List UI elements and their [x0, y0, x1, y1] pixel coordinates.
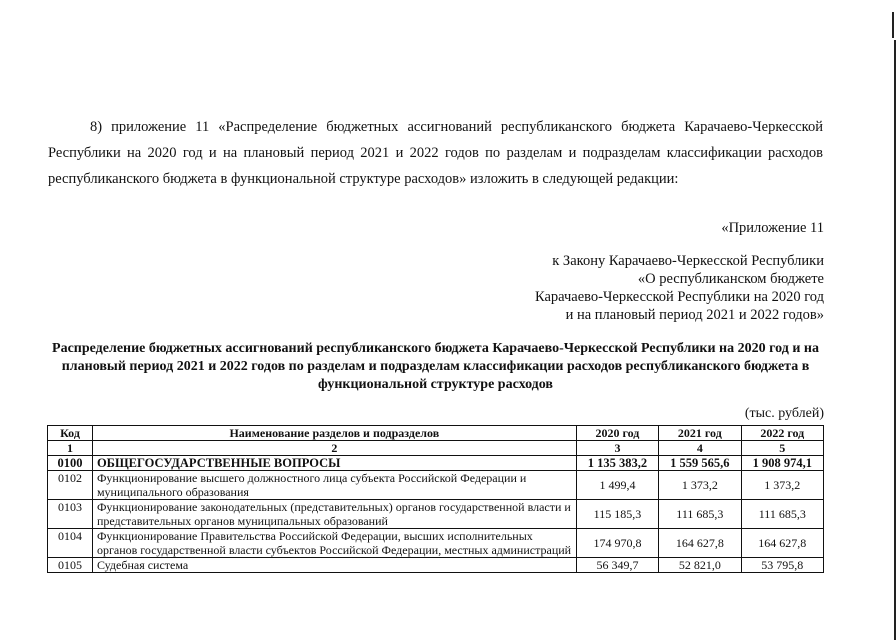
header-2022: 2022 год — [741, 426, 823, 441]
row-value-2022: 53 795,8 — [741, 558, 823, 573]
table-row — [48, 471, 824, 500]
row-value-2020: 1 135 383,2 — [576, 456, 658, 471]
table-row — [48, 456, 824, 471]
header-2020: 2020 год — [576, 426, 658, 441]
index-cell: 5 — [741, 441, 823, 456]
header-name: Наименование разделов и подразделов — [92, 426, 576, 441]
document-heading: Распределение бюджетных ассигнований республиканского бюджета Карачаево-Черкесской Республики на 2020 год и на плановый период 2021 и 2022 годов по разделам и подразделам классификации расходов республиканского бюджета в функциональной структуре расходов — [52, 341, 819, 392]
row-value-2022: 164 627,8 — [741, 529, 823, 558]
row-value-2021: 164 627,8 — [659, 529, 741, 558]
table-header-row — [48, 426, 824, 441]
appendix-line: Карачаево-Черкесской Республики на 2020 год — [534, 289, 824, 305]
appendix-line: «О республиканском бюджете — [637, 271, 824, 287]
row-name: Функционирование законодательных (представительных) органов государственной власти и представительных органов муниципальных образований — [92, 500, 576, 529]
row-value-2021: 111 685,3 — [659, 500, 741, 529]
amendment-paragraph: 8) приложение 11 «Распределение бюджетных ассигнований республиканского бюджета Карачаево-Черкесской Республики на 2020 год и на плановый период 2021 и 2022 годов по разделам и подразделам классификации расходов республиканского бюджета в функциональной структуре расходов» изложить в следующей редакции: — [48, 119, 823, 187]
row-value-2021: 52 821,0 — [659, 558, 741, 573]
row-name: Функционирование Правительства Российской Федерации, высших исполнительных органов государственной власти субъектов Российской Федерации, местных администраций — [92, 529, 576, 558]
index-cell: 2 — [92, 441, 576, 456]
table-row — [48, 529, 824, 558]
row-value-2022: 111 685,3 — [741, 500, 823, 529]
row-value-2020: 115 185,3 — [576, 500, 658, 529]
row-code: 0105 — [48, 558, 93, 573]
appendix-line: и на плановый период 2021 и 2022 годов» — [565, 307, 824, 323]
row-code: 0102 — [48, 471, 93, 500]
table-index-row — [48, 441, 824, 456]
header-code: Код — [48, 426, 93, 441]
row-value-2021: 1 373,2 — [659, 471, 741, 500]
row-code: 0103 — [48, 500, 93, 529]
budget-table — [47, 425, 824, 573]
table-row — [48, 558, 824, 573]
header-2021: 2021 год — [659, 426, 741, 441]
appendix-reference — [535, 216, 824, 324]
index-cell: 3 — [576, 441, 658, 456]
row-value-2022: 1 373,2 — [741, 471, 823, 500]
row-value-2020: 56 349,7 — [576, 558, 658, 573]
row-value-2021: 1 559 565,6 — [659, 456, 741, 471]
row-name: Судебная система — [92, 558, 576, 573]
index-cell: 4 — [659, 441, 741, 456]
units-label: (тыс. рублей) — [744, 406, 824, 421]
row-code: 0100 — [48, 456, 93, 471]
index-cell: 1 — [48, 441, 93, 456]
row-name: Функционирование высшего должностного лица субъекта Российской Федерации и муниципального образования — [92, 471, 576, 500]
table-row — [48, 500, 824, 529]
row-value-2020: 174 970,8 — [576, 529, 658, 558]
page-edge-line-top — [892, 12, 894, 38]
row-name: ОБЩЕГОСУДАРСТВЕННЫЕ ВОПРОСЫ — [92, 456, 576, 471]
row-value-2022: 1 908 974,1 — [741, 456, 823, 471]
row-value-2020: 1 499,4 — [576, 471, 658, 500]
appendix-title: «Приложение 11 — [721, 220, 824, 236]
appendix-line: к Закону Карачаево-Черкесской Республики — [552, 253, 824, 269]
row-code: 0104 — [48, 529, 93, 558]
